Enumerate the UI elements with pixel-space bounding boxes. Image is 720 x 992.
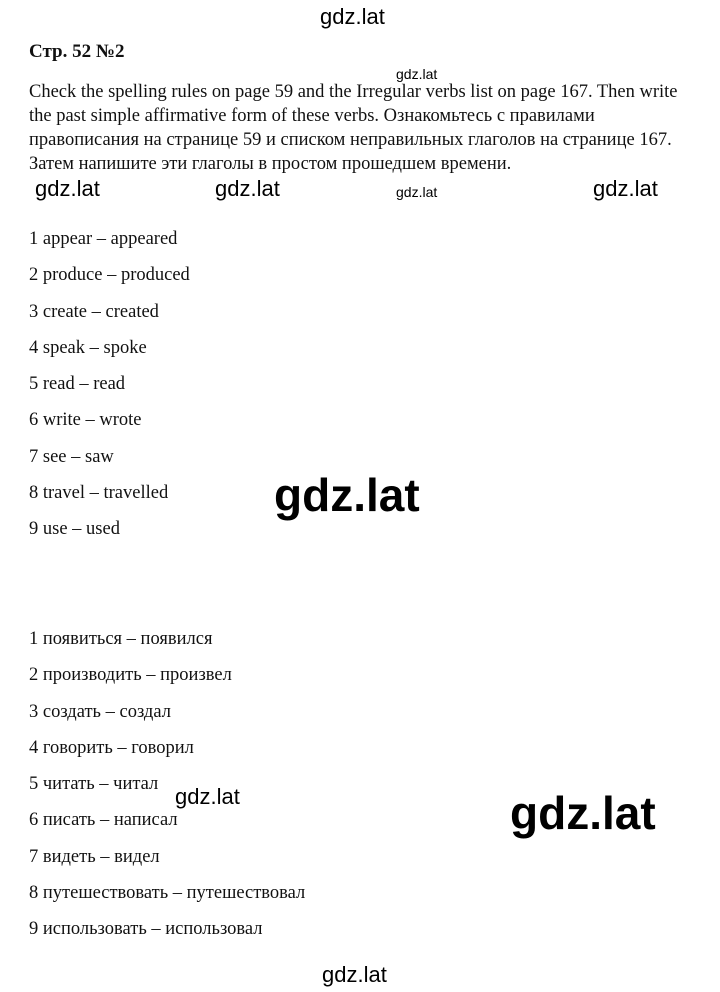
list-item: 1 appear – appeared [29, 229, 178, 249]
task-instructions: Check the spelling rules on page 59 and the Irregular verbs list on page 167. Then write the past simple affirmative form of these verbs. Ознакомьтесь с правилами правописания на странице 59 и списком неправильных глаголов на странице 167. Затем напишите эти глаголы в простом прошедшем времени. [29, 82, 678, 174]
list-item: 4 говорить – говорил [29, 737, 194, 758]
list-item: 2 производить – произвел [29, 665, 232, 686]
list-item: 1 появиться – появился [29, 629, 213, 649]
list-item: 2 produce – produced [29, 265, 190, 286]
list-item: 8 travel – travelled [29, 483, 169, 504]
list-item: 7 see – saw [29, 446, 114, 467]
list-item: 3 create – created [29, 301, 159, 322]
list-item: 5 читать – читал [29, 774, 159, 795]
list-item: 6 write – wrote [29, 410, 142, 431]
list-item: 6 писать – написал [29, 810, 178, 831]
watermark-left: gdz.lat [35, 176, 100, 201]
russian-answers-list [29, 621, 305, 948]
watermark-top: gdz.lat [320, 4, 385, 29]
list-item: 4 speak – spoke [29, 337, 147, 358]
page-heading: Стр. 52 №2 [29, 41, 125, 62]
list-item: 9 use – used [29, 519, 120, 540]
watermark-large-center: gdz.lat [274, 469, 420, 521]
watermark-right: gdz.lat [593, 176, 658, 201]
list-item: 7 видеть – видел [29, 846, 160, 867]
watermark-small-1: gdz.lat [396, 66, 438, 82]
english-answers-list [29, 221, 190, 548]
list-item: 3 создать – создал [29, 701, 171, 722]
list-item: 9 использовать – использовал [29, 919, 263, 940]
list-item: 5 read – read [29, 374, 126, 395]
watermark-center-left: gdz.lat [215, 176, 280, 201]
watermark-small-2: gdz.lat [396, 184, 438, 200]
list-item: 8 путешествовать – путешествовал [29, 883, 306, 904]
watermark-mid-left: gdz.lat [175, 784, 240, 809]
watermark-bottom: gdz.lat [322, 962, 387, 987]
watermark-large-right: gdz.lat [510, 787, 656, 839]
